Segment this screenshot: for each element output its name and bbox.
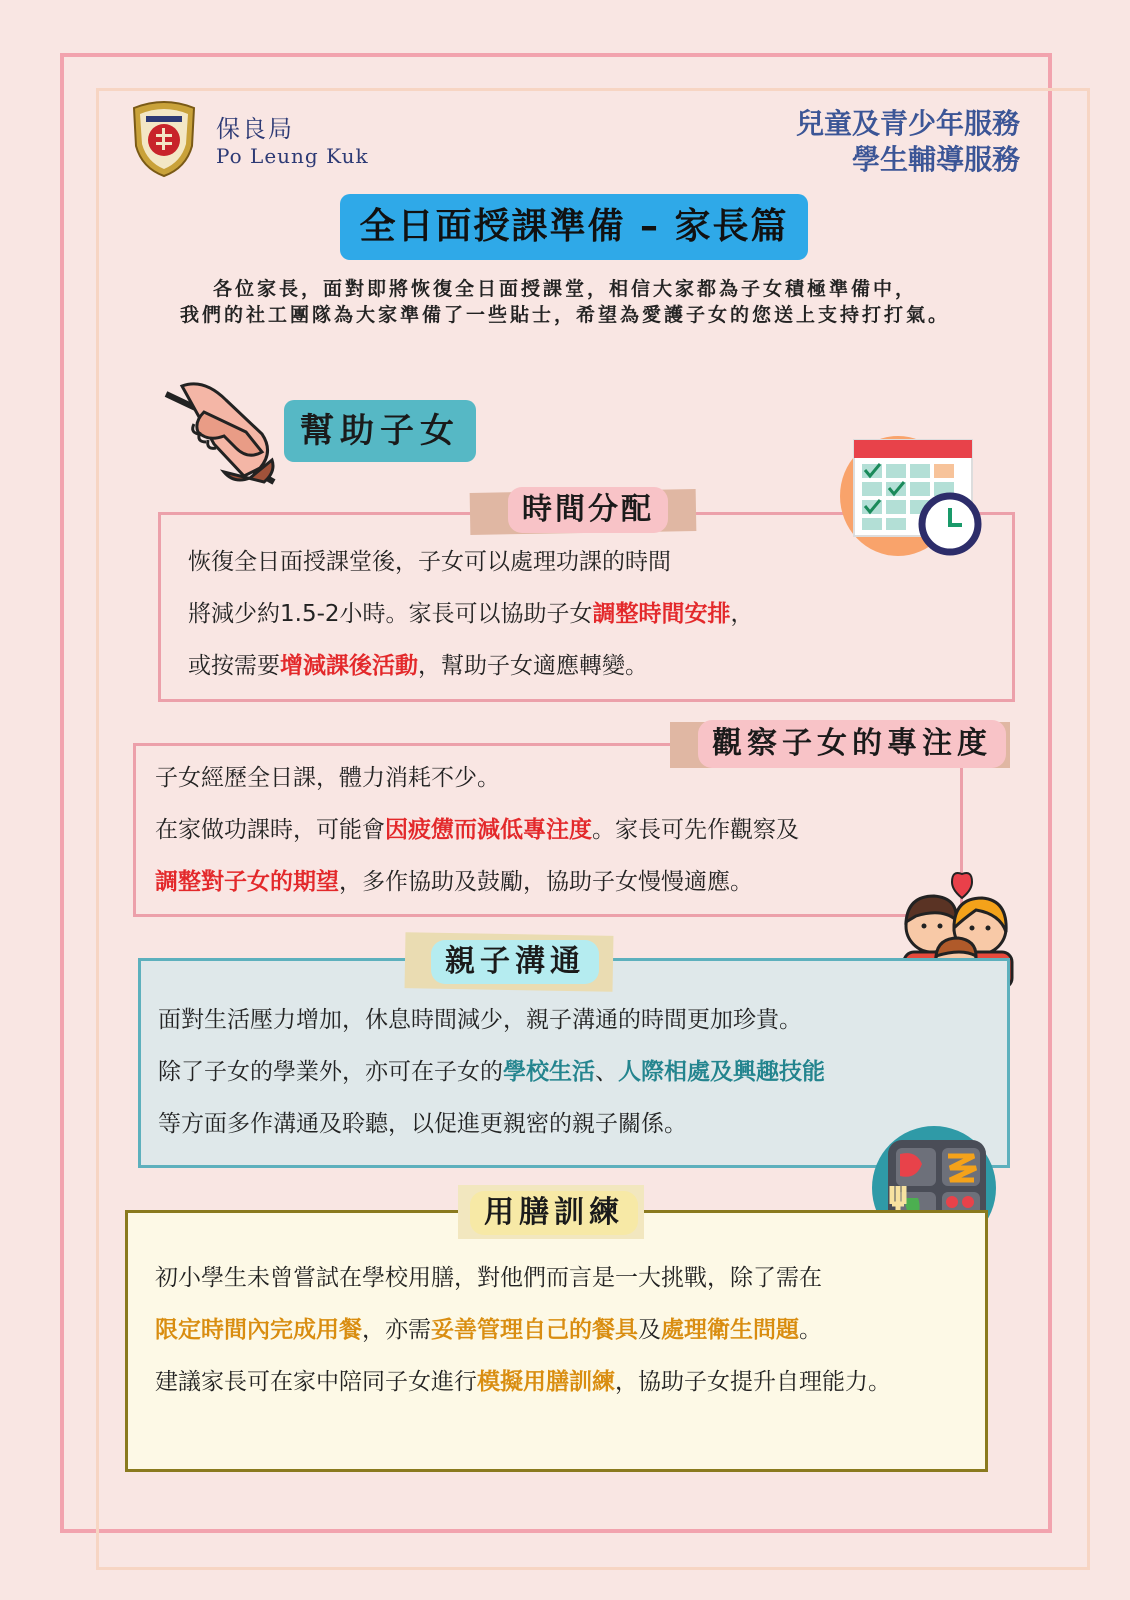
highlight: 調整時間安排	[592, 601, 731, 627]
text-line: 或按需要增減課後活動，幫助子女適應轉變。	[188, 653, 648, 679]
text-line: 除了子女的學業外，亦可在子女的學校生活、人際相處及興趣技能	[158, 1059, 825, 1085]
highlight: 增減課後活動	[280, 653, 418, 679]
focus-label: 觀察子女的專注度	[698, 720, 1006, 768]
crest-icon	[126, 98, 202, 178]
page-title: 全日面授課準備 – 家長篇	[340, 194, 808, 260]
highlight: 限定時間內完成用餐	[155, 1317, 362, 1343]
communication-tape	[405, 934, 585, 979]
highlight: 人際相處及興趣技能	[618, 1059, 825, 1085]
po-leung-kuk-logo	[126, 98, 369, 178]
help-children-heading: 幫助子女	[284, 400, 476, 462]
text-line: 面對生活壓力增加，休息時間減少，親子溝通的時間更加珍貴。	[158, 1007, 802, 1033]
highlight: 學校生活	[503, 1059, 595, 1085]
communication-text	[158, 994, 825, 1150]
text-line: 初小學生未曾嘗試在學校用膳，對他們而言是一大挑戰，除了需在	[155, 1265, 822, 1291]
calendar-clock-icon	[840, 428, 990, 562]
service-line-2: 學生輔導服務	[851, 143, 1020, 176]
highlight: 模擬用膳訓練	[477, 1369, 615, 1395]
text-line: 子女經歷全日課，體力消耗不少。	[155, 765, 500, 791]
logo-chinese-name: 保良局	[216, 114, 294, 143]
highlight: 處理衛生問題	[661, 1317, 799, 1343]
text-line: 調整對子女的期望，多作協助及鼓勵，協助子女慢慢適應。	[155, 869, 753, 895]
text-line: 建議家長可在家中陪同子女進行模擬用膳訓練，協助子女提升自理能力。	[155, 1369, 891, 1395]
intro-line-2: 我們的社工團隊為大家準備了一些貼士，希望為愛護子女的您送上支持打打氣。	[179, 304, 950, 326]
service-label	[796, 106, 1020, 178]
meal-training-label: 用膳訓練	[470, 1191, 638, 1235]
text-line: 限定時間內完成用餐，亦需妥善管理自己的餐具及處理衛生問題。	[155, 1317, 822, 1343]
helping-hand-icon	[164, 372, 284, 492]
time-allocation-text	[188, 536, 754, 692]
text-line: 恢復全日面授課堂後，子女可以處理功課的時間	[188, 549, 671, 575]
meal-training-text	[155, 1252, 891, 1408]
meal-training-tape	[458, 1185, 626, 1229]
time-allocation-label: 時間分配	[508, 487, 668, 533]
intro-line-1: 各位家長，面對即將恢復全日面授課堂，相信大家都為子女積極準備中，	[212, 278, 917, 300]
highlight: 因疲憊而減低專注度	[385, 817, 592, 843]
communication-label: 親子溝通	[431, 940, 599, 984]
focus-text	[155, 752, 799, 908]
highlight: 調整對子女的期望	[155, 869, 339, 895]
highlight: 妥善管理自己的餐具	[431, 1317, 638, 1343]
text-line: 在家做功課時，可能會因疲憊而減低專注度。家長可先作觀察及	[155, 817, 799, 843]
text-line: 等方面多作溝通及聆聽，以促進更親密的親子關係。	[158, 1111, 687, 1137]
time-allocation-tape	[470, 487, 654, 533]
intro-text	[120, 276, 1010, 328]
logo-english-name: Po Leung Kuk	[216, 143, 369, 168]
text-line: 將減少約1.5-2小時。家長可以協助子女調整時間安排，	[188, 601, 754, 627]
service-line-1: 兒童及青少年服務	[795, 107, 1020, 140]
